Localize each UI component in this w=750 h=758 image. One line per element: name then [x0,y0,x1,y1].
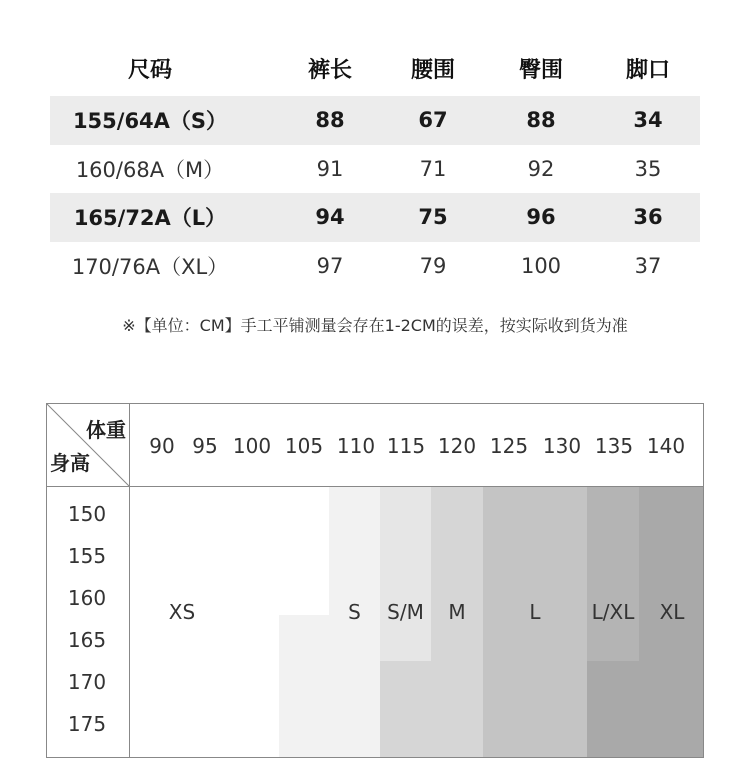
row-hem: 34 [633,108,663,133]
grid-corner [47,404,130,487]
weight-label: 140 [646,433,686,458]
height-label: 165 [67,628,107,652]
size-recommendation-grid [46,403,704,758]
row-length: 91 [316,156,344,181]
row-hip: 92 [527,156,555,181]
corner-height-label: 身高 [50,451,90,475]
row-waist: 67 [418,108,448,133]
weight-label: 105 [284,433,324,458]
header-waist: 腰围 [410,57,455,83]
weight-label: 90 [149,433,175,458]
weight-label: 110 [336,433,376,458]
weight-header [130,404,703,487]
weight-label: 135 [594,433,634,458]
row-length: 94 [315,205,345,230]
row-hip: 88 [526,108,556,133]
header-hem: 脚口 [625,57,670,83]
zone-sm [380,487,431,661]
table-row [50,193,700,242]
zone-label-m: M [448,600,466,624]
size-table-header [50,40,700,96]
height-label: 150 [67,502,107,526]
header-length: 裤长 [307,57,352,83]
zone-label-lxl: L/XL [591,600,635,624]
row-hem: 35 [634,156,662,181]
height-label: 175 [67,712,107,736]
row-length: 88 [315,108,345,133]
table-row [50,242,700,291]
row-waist: 75 [418,205,448,230]
height-column [47,487,130,757]
zone-label-sm: S/M [387,600,424,624]
header-size: 尺码 [127,57,172,83]
weight-label: 120 [437,433,477,458]
table-row [50,145,700,194]
row-hip: 100 [520,253,562,278]
row-hem: 36 [633,205,663,230]
header-hip: 臀围 [518,57,563,83]
zone-m-lower [380,661,431,758]
weight-label: 130 [542,433,582,458]
row-size: 160/68A（M） [75,157,225,182]
size-table [50,40,700,290]
row-hem: 37 [634,253,662,278]
height-label: 155 [67,544,107,568]
row-waist: 79 [419,253,447,278]
zone-lxl [587,487,639,661]
row-size: 165/72A（L） [73,206,227,231]
zone-label-xl: XL [659,600,685,624]
table-row [50,96,700,145]
row-waist: 71 [419,156,447,181]
height-label: 170 [67,670,107,694]
corner-weight-label: 体重 [86,418,126,442]
zone-xl-lower [587,661,639,758]
zone-label-l: L [529,600,541,624]
weight-label: 115 [386,433,426,458]
weight-label: 125 [489,433,529,458]
zone-label-s: S [348,600,361,624]
row-hip: 96 [526,205,556,230]
row-size: 155/64A（S） [72,109,228,134]
row-length: 97 [316,253,344,278]
row-size: 170/76A（XL） [71,254,229,279]
weight-label: 100 [232,433,272,458]
measurement-note: ※【单位：CM】手工平铺测量会存在1-2CM的误差，按实际收到货为准 [122,316,628,335]
zone-label-xs: XS [168,600,196,624]
height-label: 160 [67,586,107,610]
size-zones [130,487,703,757]
weight-label: 95 [192,433,218,458]
